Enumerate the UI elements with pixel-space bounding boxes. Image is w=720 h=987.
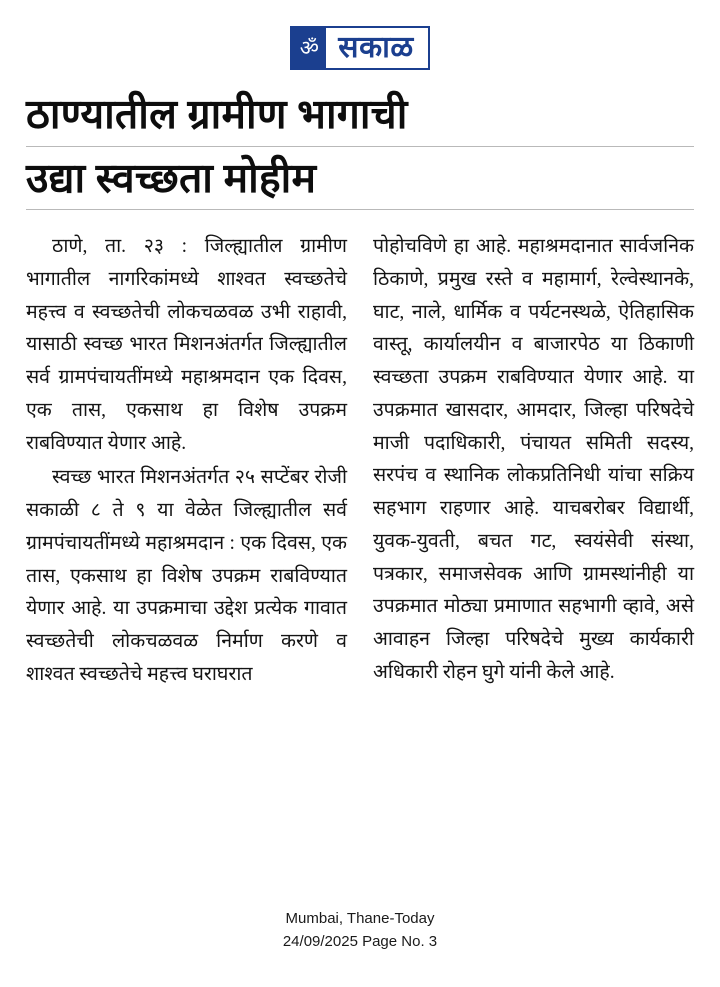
article-body bbox=[26, 231, 694, 896]
headline-line-2: उद्या स्वच्छता मोहीम bbox=[26, 150, 694, 211]
masthead bbox=[290, 26, 429, 70]
sakal-logo-icon: ॐ bbox=[292, 28, 326, 68]
footer-date-page: 24/09/2025 Page No. 3 bbox=[282, 932, 438, 950]
article-column-left bbox=[26, 231, 347, 896]
footer-edition: Mumbai, Thane-Today bbox=[285, 910, 435, 927]
clipping-footer bbox=[26, 908, 694, 977]
headline-line-1: ठाण्यातील ग्रामीण भागाची bbox=[26, 86, 694, 147]
paragraph: ठाणे, ता. २३ : जिल्ह्यातील ग्रामीण भागातील नागरिकांमध्ये शाश्वत स्वच्छतेचे महत्त्व व स्वच्छतेची लोकचळवळ उभी राहावी, यासाठी स्वच्छ भारत मिशनअंतर्गत जिल्ह्यातील सर्व ग्रामपंचायतींमध्ये महाश्रमदान एक दिवस, एक तास, एकसाथ हा विशेष उपक्रम राबविण्यात येणार आहे. bbox=[26, 236, 347, 454]
paragraph: पोहोचविणे हा आहे. महाश्रमदानात सार्वजनिक ठिकाणे, प्रमुख रस्ते व महामार्ग, रेल्वेस्थानके, घाट, नाले, धार्मिक व पर्यटनस्थळे, ऐतिहासिक वास्तू, कार्यालयीन व बाजारपेठ या ठिकाणी स्वच्छता उपक्रम राबविण्यात येणार आहे. या उपक्रमात खासदार, आमदार, जिल्हा परिषदेचे माजी पदाधिकारी, पंचायत समिती सदस्य, सरपंच व स्थानिक लोकप्रतिनिधी यांचा सक्रिय सहभाग राहणार आहे. याचबरोबर विद्यार्थी, युवक-युवती, बचत गट, स्वयंसेवी संस्था, पत्रकार, समाजसेवक आणि ग्रामस्थांनीही या उपक्रमात मोठ्या प्रमाणात सहभागी व्हावे, असे आवाहन जिल्हा परिषदेचे मुख्य कार्यकारी अधिकारी रोहन घुगे यांनी केले आहे. bbox=[373, 236, 694, 683]
page-title bbox=[24, 86, 696, 213]
article-column-right bbox=[373, 231, 694, 896]
masthead-title: सकाळ bbox=[338, 31, 414, 64]
paragraph: स्वच्छ भारत मिशनअंतर्गत २५ सप्टेंबर रोजी सकाळी ८ ते ९ या वेळेत जिल्ह्यातील सर्व ग्रामपंचायतींमध्ये महाश्रमदान : एक दिवस, एक तास, एकसाथ हा विशेष उपक्रम राबविण्यात येणार आहे. या उपक्रमाचा उद्देश प्रत्येक गावात स्वच्छतेची लोकचळवळ निर्माण करणे व शाश्वत स्वच्छतेचे महत्त्व घराघरात bbox=[26, 467, 347, 685]
